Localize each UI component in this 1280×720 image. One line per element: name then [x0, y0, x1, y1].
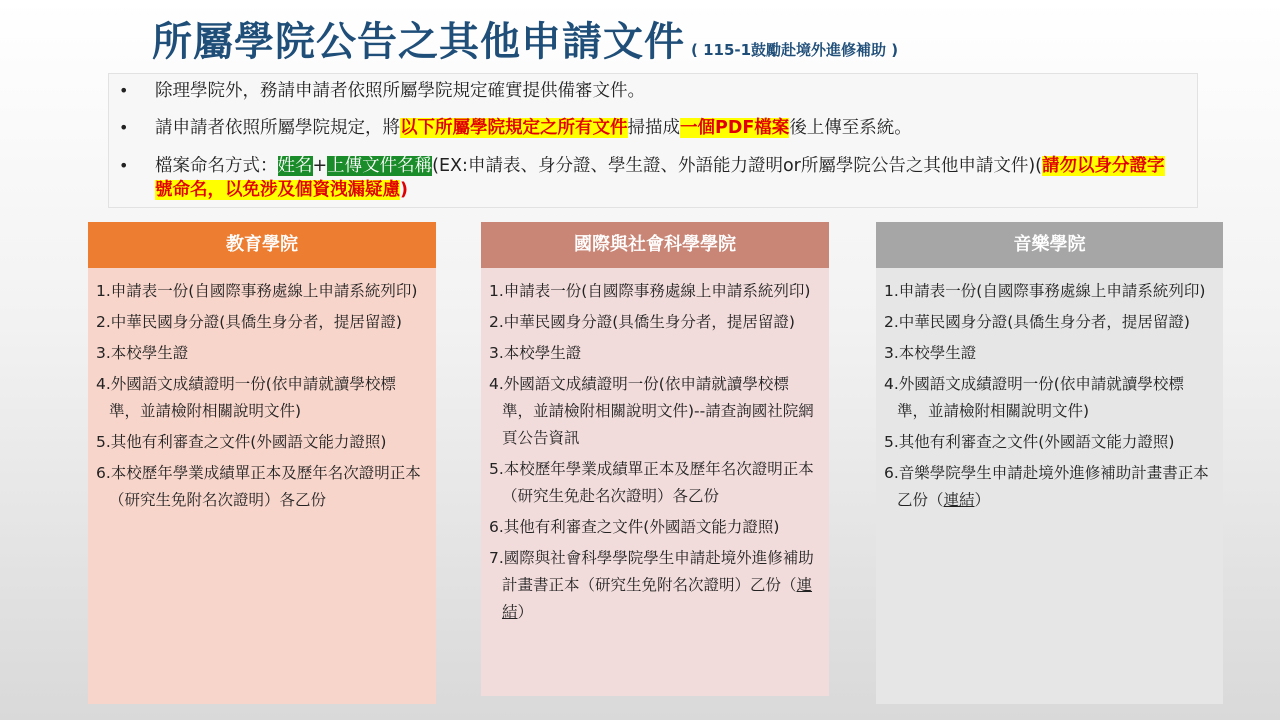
list-item: 4.外國語文成績證明一份(依申請就讀學校標準，並請檢附相關說明文件) [884, 375, 1184, 420]
highlight-all-documents: 以下所屬學院規定之所有文件 [400, 118, 628, 138]
highlight-name: 姓名 [277, 156, 313, 176]
list-item-text: ） [974, 491, 991, 509]
list-item-text: 7.國際與社會科學學院學生申請赴境外進修補助計畫書正本（研究生免附名次證明）乙份（ [489, 549, 814, 594]
plan-link[interactable]: 連結 [943, 491, 975, 509]
college-education-header: 教育學院 [88, 222, 436, 268]
highlight-one-pdf: 一個PDF檔案 [680, 118, 790, 138]
list-item: 5.其他有利審查之文件(外國語文能力證照) [96, 433, 387, 451]
notice-text-part: (EX:申請表、身分證、學生證、外語能力證明or所屬學院公告之其他申請文件)( [432, 156, 1042, 176]
highlight-document-name: 上傳文件名稱 [327, 156, 433, 176]
title-main: 所屬學院公告之其他申請文件 [152, 19, 685, 65]
list-item [489, 545, 819, 626]
list-item-text: 6.音樂學院學生申請赴境外進修補助計畫書正本乙份（ [884, 464, 1209, 509]
list-item: 1.申請表一份(自國際事務處線上申請系統列印) [489, 282, 811, 300]
college-music-list [876, 268, 1223, 704]
college-education-list [88, 268, 436, 704]
list-item [884, 460, 1213, 514]
notice-text [155, 154, 1165, 202]
list-item: 5.其他有利審查之文件(外國語文能力證照) [884, 433, 1175, 451]
notice-text-part: ) [400, 180, 408, 200]
list-item: 4.外國語文成績證明一份(依申請就讀學校標準，並請檢附相關說明文件)--請查詢國社院網頁公告資訊 [489, 375, 814, 447]
college-music-header: 音樂學院 [876, 222, 1223, 268]
list-item: 6.其他有利審查之文件(外國語文能力證照) [489, 518, 780, 536]
notice-text-part: 後上傳至系統。 [789, 118, 912, 138]
list-item: 4.外國語文成績證明一份(依申請就讀學校標準，並請檢附相關說明文件) [96, 375, 396, 420]
plan-link[interactable]: 連結 [502, 576, 813, 621]
bullet: • [119, 81, 129, 100]
highlight-privacy-warning: 請勿以身分證字號命名，以免涉及個資洩漏疑慮 [155, 156, 1165, 200]
list-item: 1.申請表一份(自國際事務處線上申請系統列印) [884, 282, 1206, 300]
list-item: 3.本校學生證 [96, 344, 189, 362]
list-item: 3.本校學生證 [489, 344, 582, 362]
page-title [152, 10, 898, 67]
list-item: 2.中華民國身分證(具僑生身分者，提居留證) [884, 313, 1190, 331]
notice-text-part: + [312, 156, 328, 176]
bullet: • [119, 118, 129, 137]
list-item: 3.本校學生證 [884, 344, 977, 362]
list-item: 2.中華民國身分證(具僑生身分者，提居留證) [489, 313, 795, 331]
list-item-text: ） [517, 603, 534, 621]
notice-text-part: 請申請者依照所屬學院規定，將 [155, 118, 400, 138]
title-subtitle: ( 115-1鼓勵赴境外進修補助 ) [691, 41, 899, 59]
notice-text-part: 檔案命名方式： [155, 156, 278, 176]
list-item: 1.申請表一份(自國際事務處線上申請系統列印) [96, 282, 418, 300]
college-intl-social-header: 國際與社會科學學院 [481, 222, 829, 268]
bullet: • [119, 156, 129, 175]
list-item: 5.本校歷年學業成績單正本及歷年名次證明正本（研究生免赴名次證明）各乙份 [489, 460, 814, 505]
notice-text: 除理學院外，務請申請者依照所屬學院規定確實提供備審文件。 [155, 81, 645, 101]
notice-text [155, 116, 1165, 140]
college-intl-social-list [481, 268, 829, 696]
list-item: 6.本校歷年學業成績單正本及歷年名次證明正本（研究生免附名次證明）各乙份 [96, 464, 421, 509]
notice-text-part: 掃描成 [627, 118, 680, 138]
notice-box [108, 73, 1198, 208]
list-item: 2.中華民國身分證(具僑生身分者，提居留證) [96, 313, 402, 331]
